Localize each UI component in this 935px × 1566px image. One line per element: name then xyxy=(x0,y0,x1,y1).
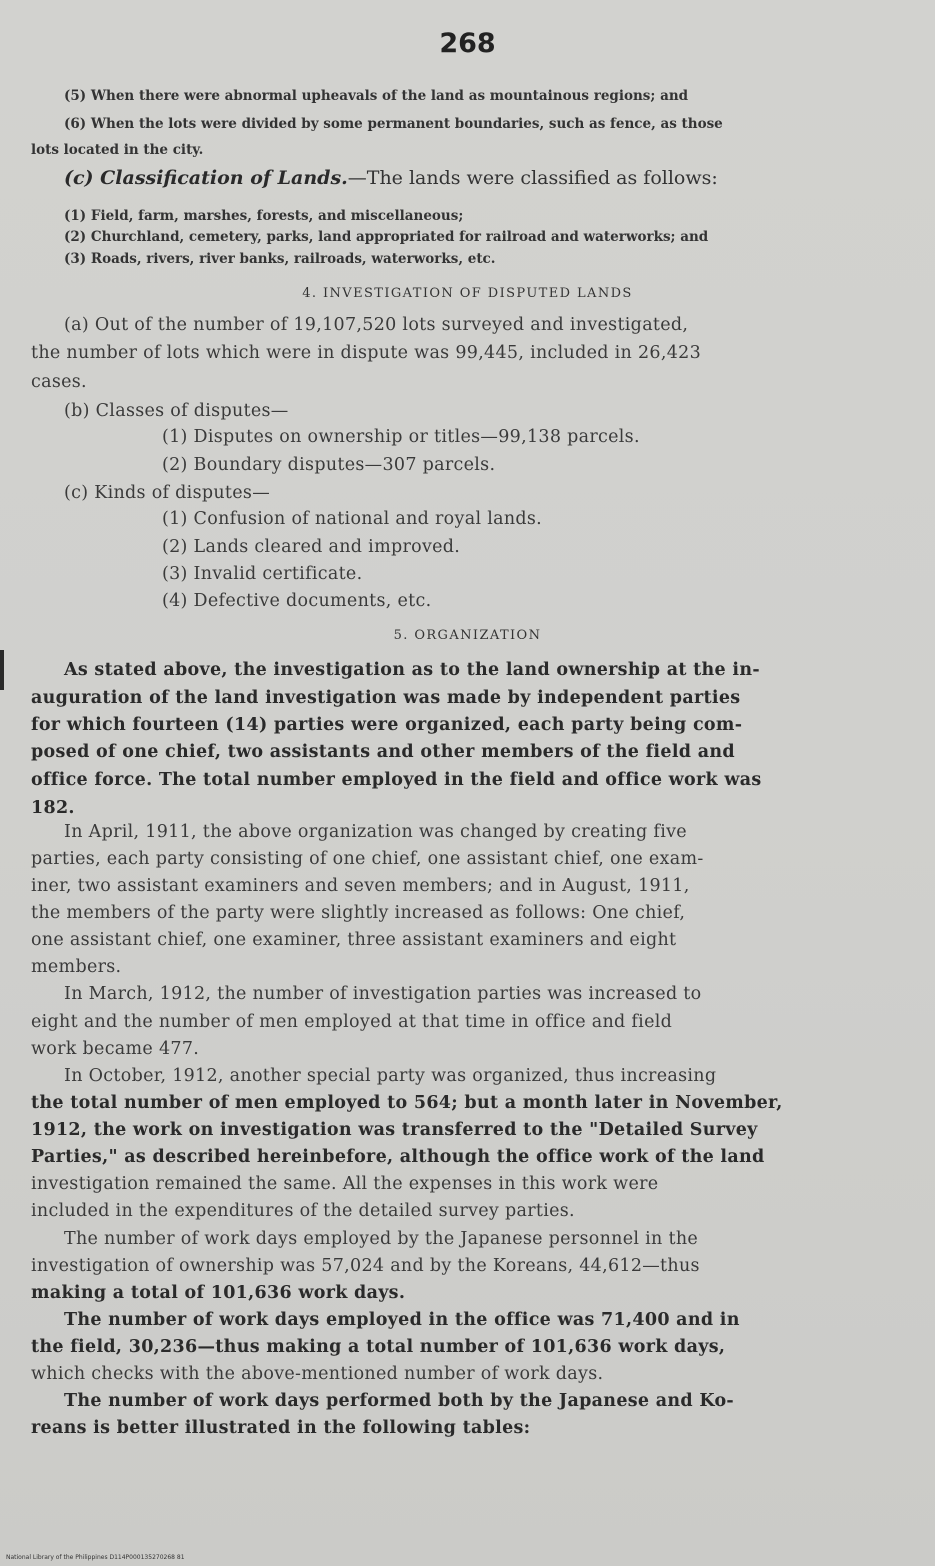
paragraph-line: In October, 1912, another special party was organized, thus increasing xyxy=(64,1066,717,1086)
list-item: (3) Roads, rivers, river banks, railroads, waterworks, etc. xyxy=(64,251,496,267)
paragraph-line: As stated above, the investigation as to the land ownership at the in- xyxy=(64,660,760,680)
paragraph-line: In April, 1911, the above organization was changed by creating five xyxy=(64,822,687,842)
classification-line xyxy=(64,167,718,189)
list-item: (1) Confusion of national and royal lands. xyxy=(162,509,543,529)
paragraph-line: The number of work days employed by the Japanese personnel in the xyxy=(64,1229,699,1249)
paragraph-line: investigation of ownership was 57,024 and by the Koreans, 44,612—thus xyxy=(31,1256,700,1276)
paragraph-line: making a total of 101,636 work days. xyxy=(31,1283,406,1303)
paragraph-line: parties, each party consisting of one chief, one assistant chief, one exam- xyxy=(31,849,704,869)
list-item: (6) When the lots were divided by some permanent boundaries, such as fence, as those xyxy=(64,116,723,132)
paragraph-line: office force. The total number employed in the field and office work was xyxy=(31,770,762,790)
paragraph-line: for which fourteen (14) parties were organized, each party being com- xyxy=(31,715,743,735)
paragraph-line: Parties," as described hereinbefore, although the office work of the land xyxy=(31,1147,765,1167)
page-number: 268 xyxy=(439,28,496,59)
paragraph-line: reans is better illustrated in the following tables: xyxy=(31,1418,531,1438)
paragraph-line: cases. xyxy=(31,372,87,392)
footer-source: National Library of the Philippines D114P000135270268 81 xyxy=(6,1554,185,1561)
list-item: (5) When there were abnormal upheavals of the land as mountainous regions; and xyxy=(64,88,689,104)
subheading: (c) Kinds of disputes— xyxy=(64,483,271,503)
list-item: (2) Lands cleared and improved. xyxy=(162,537,461,557)
paragraph-line: included in the expenditures of the detailed survey parties. xyxy=(31,1201,575,1221)
paragraph-line: auguration of the land investigation was made by independent parties xyxy=(31,688,741,708)
paragraph-line: which checks with the above-mentioned number of work days. xyxy=(31,1364,604,1384)
list-item: (2) Boundary disputes—307 parcels. xyxy=(162,455,496,475)
paragraph-line: work became 477. xyxy=(31,1039,200,1059)
section-heading: 4. INVESTIGATION OF DISPUTED LANDS xyxy=(302,286,633,301)
paragraph-line: the total number of men employed to 564; but a month later in November, xyxy=(31,1093,783,1113)
paragraph-line: iner, two assistant examiners and seven members; and in August, 1911, xyxy=(31,876,690,896)
paragraph-line: eight and the number of men employed at that time in office and field xyxy=(31,1012,673,1032)
paragraph-line: the members of the party were slightly increased as follows: One chief, xyxy=(31,903,686,923)
paragraph-line: members. xyxy=(31,957,122,977)
paragraph-line: The number of work days performed both by the Japanese and Ko- xyxy=(64,1391,734,1411)
paragraph-line: 1912, the work on investigation was transferred to the "Detailed Survey xyxy=(31,1120,758,1140)
section-heading: 5. ORGANIZATION xyxy=(393,628,542,643)
paragraph-line: one assistant chief, one examiner, three assistant examiners and eight xyxy=(31,930,677,950)
paragraph-line: investigation remained the same. All the expenses in this work were xyxy=(31,1174,659,1194)
paragraph-line: In March, 1912, the number of investigation parties was increased to xyxy=(64,984,702,1004)
paragraph-line: The number of work days employed in the office was 71,400 and in xyxy=(64,1310,740,1330)
paragraph-line: posed of one chief, two assistants and other members of the field and xyxy=(31,742,735,762)
list-item: (4) Defective documents, etc. xyxy=(162,591,432,611)
paragraph-line: 182. xyxy=(31,798,75,818)
list-item: (2) Churchland, cemetery, parks, land appropriated for railroad and waterworks; and xyxy=(64,229,709,245)
list-item: (3) Invalid certificate. xyxy=(162,564,363,584)
paragraph-line: the field, 30,236—thus making a total number of 101,636 work days, xyxy=(31,1337,726,1357)
margin-mark xyxy=(0,650,4,690)
list-item: (1) Field, farm, marshes, forests, and miscellaneous; xyxy=(64,208,464,224)
subheading: (b) Classes of disputes— xyxy=(64,401,289,421)
list-item: lots located in the city. xyxy=(31,142,204,158)
paragraph-line: (a) Out of the number of 19,107,520 lots surveyed and investigated, xyxy=(64,315,689,335)
classification-text: —The lands were classified as follows: xyxy=(347,167,718,189)
classification-label: (c) Classification of Lands. xyxy=(64,167,348,189)
paragraph-line: the number of lots which were in dispute was 99,445, included in 26,423 xyxy=(31,343,702,363)
list-item: (1) Disputes on ownership or titles—99,138 parcels. xyxy=(162,427,640,447)
